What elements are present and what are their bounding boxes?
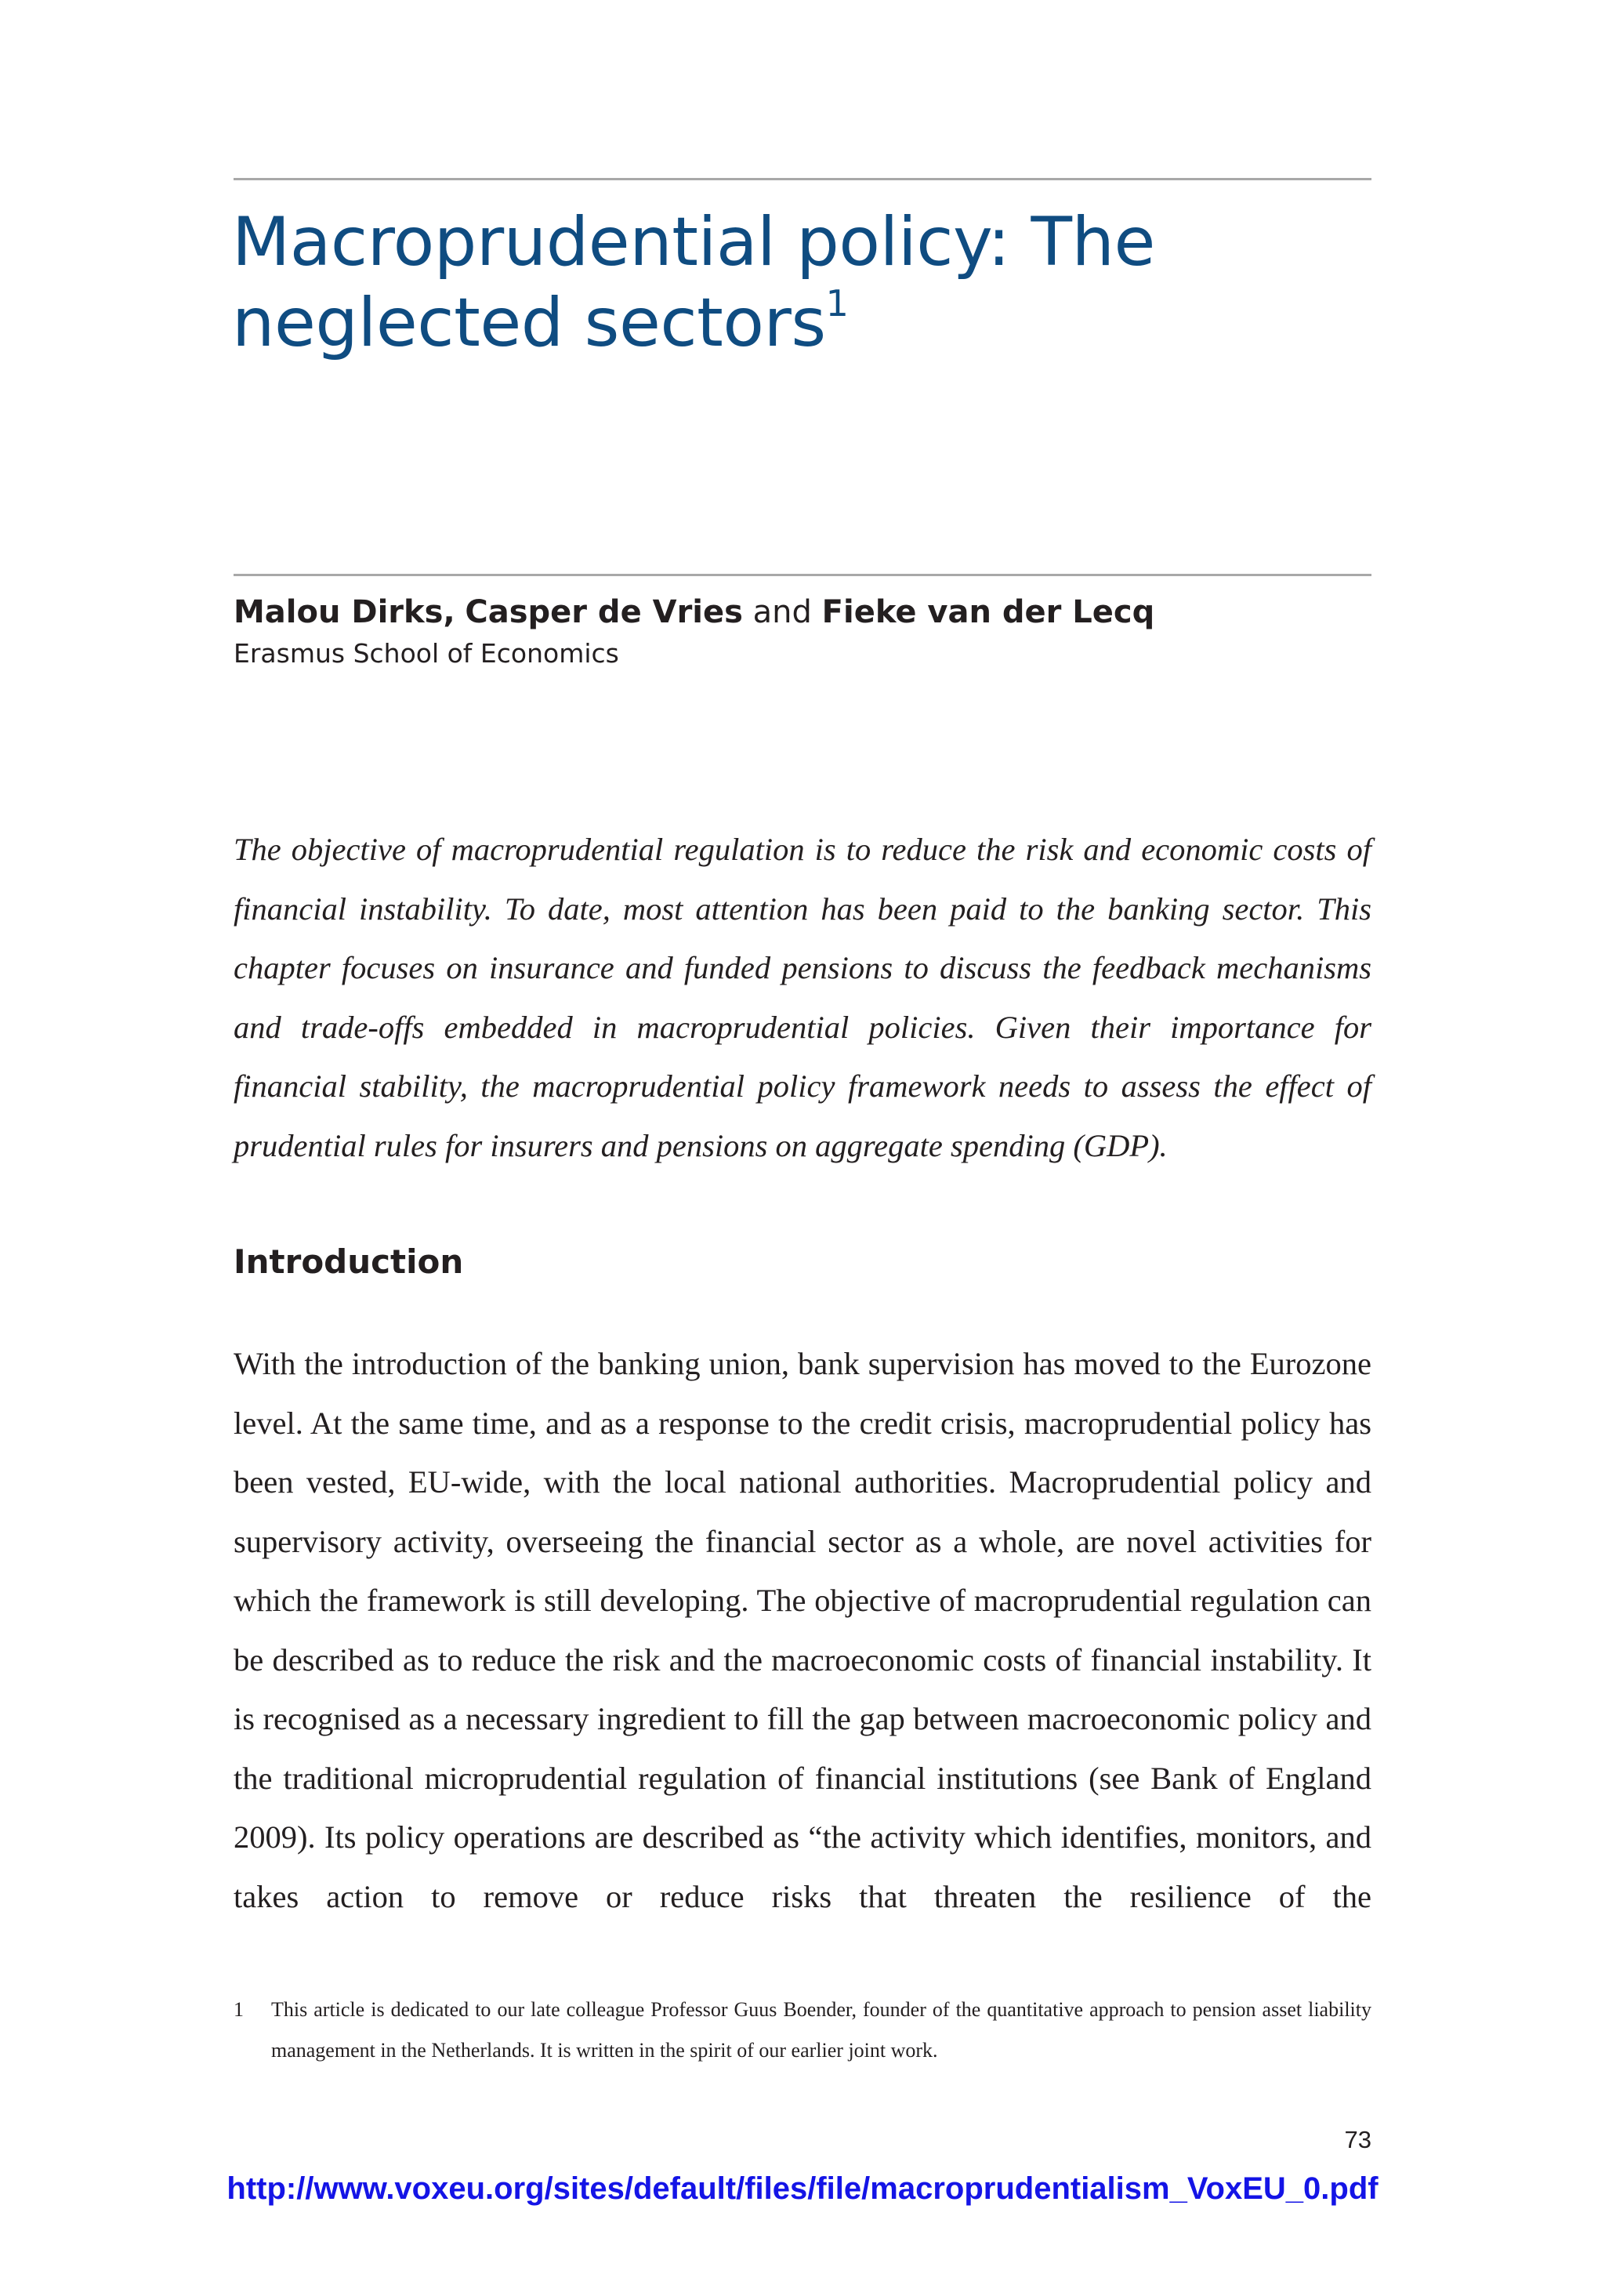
title-line-2: neglected sectors	[232, 284, 826, 362]
title-line-1: Macroprudential policy: The	[232, 203, 1155, 281]
chapter-title	[232, 202, 1376, 364]
author-name: Fieke van der Lecq	[821, 594, 1155, 630]
author-conjunction: and	[752, 594, 812, 630]
footnote-number: 1	[234, 1998, 244, 2021]
footnote-text: This article is dedicated to our late colleague Professor Guus Boender, founder of the quantitative approach to pension asset liability management in the Netherlands. It is written in the spirit of our earlier joint work.	[271, 1998, 1371, 2062]
section-heading: Introduction	[234, 1242, 464, 1281]
top-divider	[234, 178, 1371, 180]
source-url-link[interactable]: http://www.voxeu.org/sites/default/files/file/macroprudentialism_VoxEU_0.pdf	[226, 2171, 1379, 2206]
author-affiliation: Erasmus School of Economics	[234, 638, 619, 669]
page-number: 73	[1344, 2126, 1371, 2153]
author-divider	[234, 574, 1371, 576]
author-list	[234, 589, 1378, 635]
abstract: The objective of macroprudential regulation is to reduce the risk and economic costs of financial instability. To date, most attention has been paid to the banking sector. This chapter focuses on insurance and funded pensions to discuss the feedback mechanisms and trade-offs embedded in macroprudential policies. Given their importance for financial stability, the macroprudential policy framework needs to assess the effect of prudential rules for insurers and pensions on aggregate spending (GDP).	[234, 832, 1371, 1163]
author-name: Malou Dirks,	[234, 594, 455, 630]
footnote	[234, 1990, 1371, 2071]
author-name: Casper de Vries	[465, 594, 743, 630]
section-body: With the introduction of the banking union, bank supervision has moved to the Eurozone level. At the same time, and as a response to the credit crisis, macroprudential policy has been vested, EU-wide, with the local national authorities. Macroprudential policy and supervisory activity, overseeing the financial sector as a whole, are novel activities for which the framework is still developing. The objective of macroprudential regulation can be described as to reduce the risk and the macroeconomic costs of financial instability. It is recognised as a necessary ingredient to fill the gap between macroeconomic policy and the traditional microprudential regulation of financial institutions (see Bank of England 2009). Its policy operations are described as “the activity which identifies, monitors, and takes action to remove or reduce risks that threaten the resilience of the	[234, 1346, 1371, 1914]
title-footnote-marker[interactable]: 1	[825, 282, 849, 325]
